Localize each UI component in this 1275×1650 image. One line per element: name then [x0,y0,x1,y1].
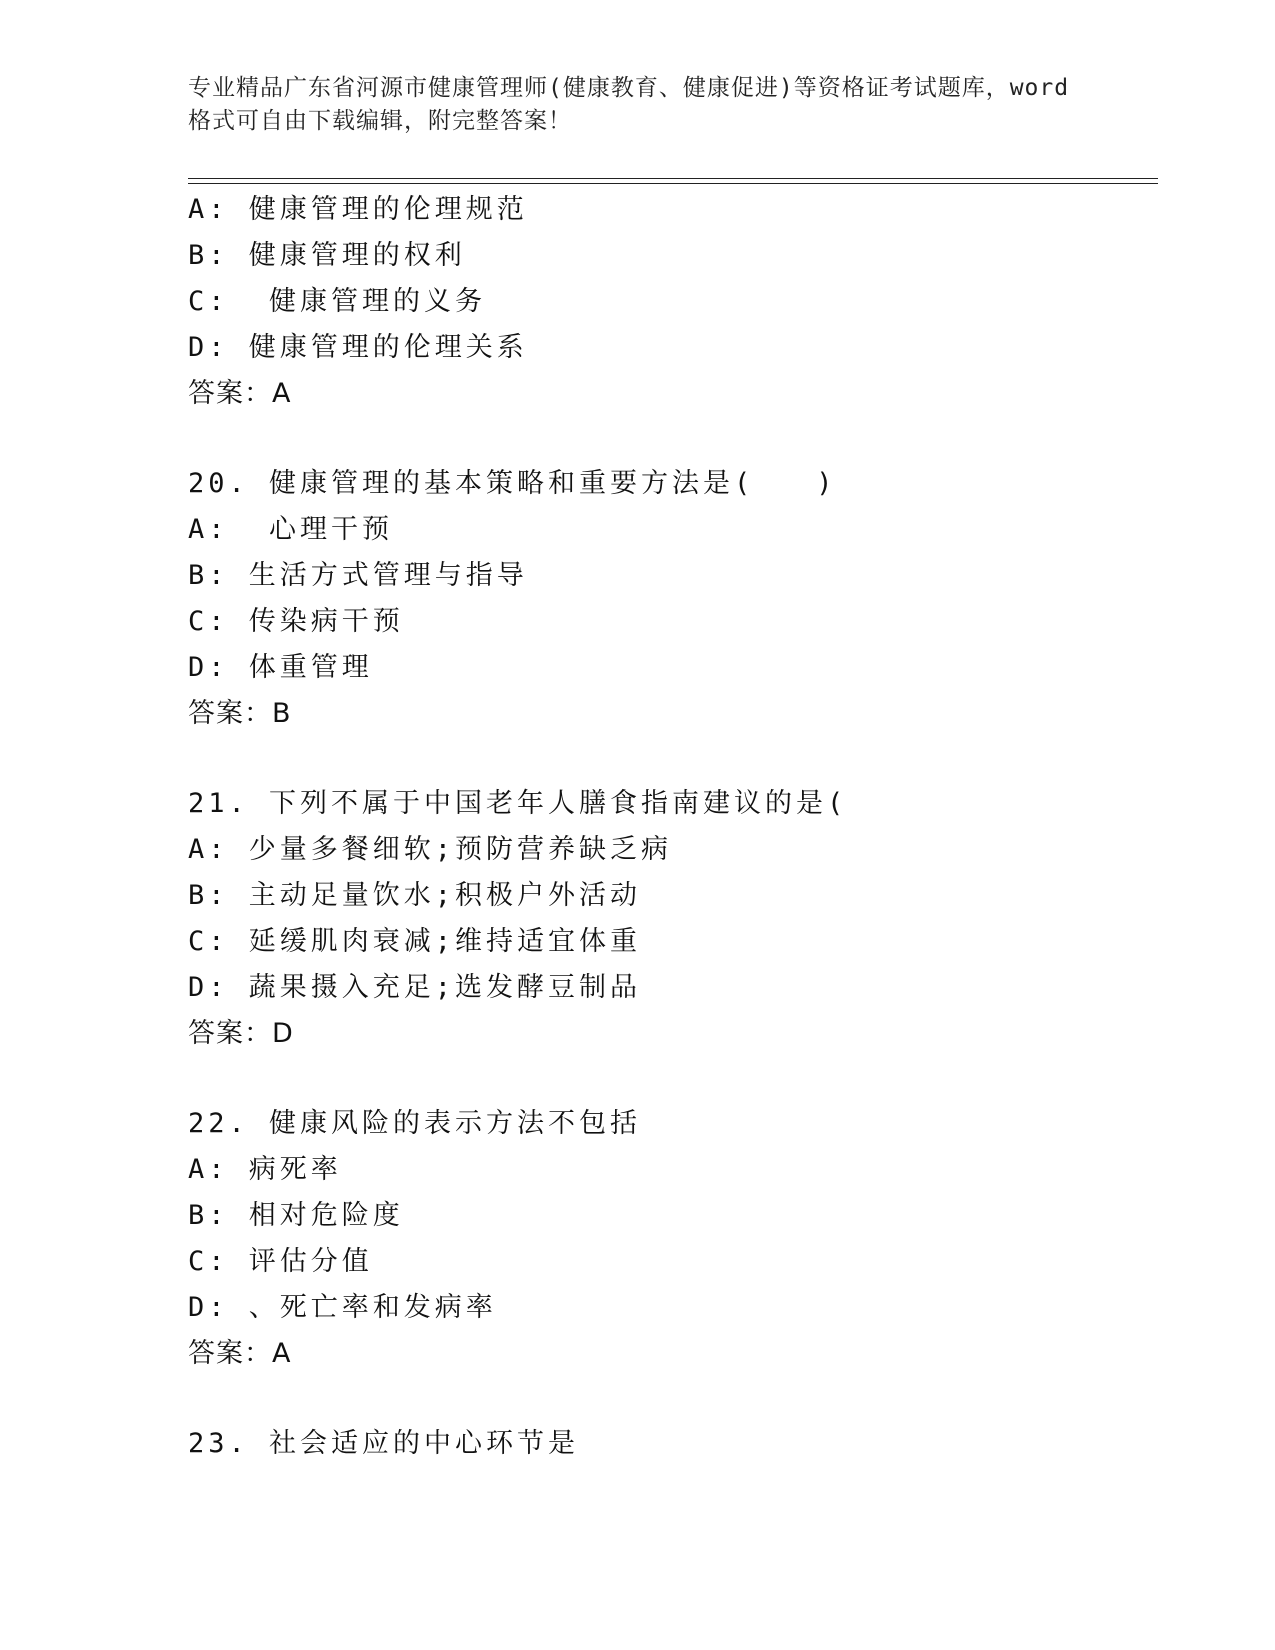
question-20 [188,461,1158,737]
question-text: 20. 健康管理的基本策略和重要方法是( ) [188,468,837,499]
option-b: B: 生活方式管理与指导 [188,560,528,591]
option-a: A: 病死率 [188,1154,342,1185]
question-text: 21. 下列不属于中国老年人膳食指南建议的是( [188,788,848,819]
option-a: A: 心理干预 [188,514,394,545]
option-a: A: 少量多餐细软;预防营养缺乏病 [188,834,673,865]
option-d: D: 蔬果摄入充足;选发酵豆制品 [188,972,642,1003]
option-c: C: 评估分值 [188,1246,373,1277]
header-rule-bottom [188,183,1158,184]
option-a: A: 健康管理的伦理规范 [188,194,528,225]
option-c: C: 健康管理的义务 [188,286,487,317]
header-rule-top [188,178,1158,179]
option-d: D: 、死亡率和发病率 [188,1292,497,1323]
option-c: C: 延缓肌肉衰减;维持适宜体重 [188,926,642,957]
question-list [188,187,1158,1467]
answer-label: 答案：B [188,698,292,729]
question-text: 22. 健康风险的表示方法不包括 [188,1108,642,1139]
option-b: B: 健康管理的权利 [188,240,466,271]
answer-label: 答案：A [188,1338,292,1369]
question-22 [188,1101,1158,1377]
question-19 [188,187,1158,417]
option-b: B: 主动足量饮水;积极户外活动 [188,880,642,911]
answer-label: 答案：D [188,1018,294,1049]
question-21 [188,781,1158,1057]
question-23 [188,1421,1158,1467]
header-line-2: 格式可自由下载编辑，附完整答案！ [188,108,572,134]
document-header [188,72,1088,138]
option-d: D: 体重管理 [188,652,373,683]
header-line-1: 专业精品广东省河源市健康管理师(健康教育、健康促进)等资格证考试题库，word [188,75,1070,101]
question-text: 23. 社会适应的中心环节是 [188,1428,580,1459]
option-d: D: 健康管理的伦理关系 [188,332,528,363]
option-c: C: 传染病干预 [188,606,404,637]
option-b: B: 相对危险度 [188,1200,404,1231]
answer-label: 答案：A [188,378,292,409]
